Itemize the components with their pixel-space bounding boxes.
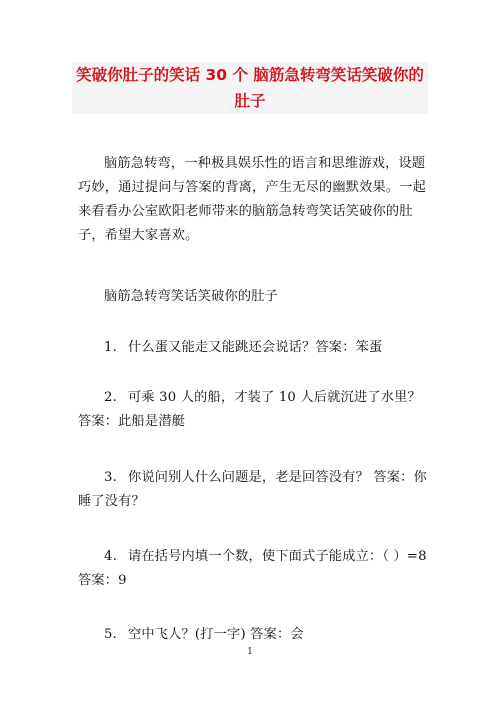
list-item	[78, 336, 428, 360]
item-number: 4.	[104, 549, 117, 564]
item-text: 请在括号内填一个数，使下面式子能成立：（ ）=8 答案：9	[78, 549, 427, 588]
item-text: 你说问别人什么问题是，老是回答没有？ 答案：你睡了没有？	[78, 470, 427, 509]
list-item	[78, 386, 428, 434]
item-text: 空中飞人？(打一字) 答案：会	[128, 627, 304, 642]
item-number: 5.	[104, 627, 117, 642]
list-item	[78, 623, 428, 647]
item-number: 2.	[104, 390, 117, 405]
item-text: 什么蛋又能走又能跳还会说话？答案：笨蛋	[128, 340, 383, 355]
section-subheading: 脑筋急转弯笑话笑破你的肚子	[104, 289, 279, 304]
list-item	[78, 545, 428, 593]
item-text: 可乘 30 人的船，才装了 10 人后就沉进了水里？ 答案：此船是潜艇	[78, 390, 421, 429]
page-number: 1	[247, 647, 253, 657]
item-number: 1.	[104, 340, 117, 355]
intro-paragraph: 脑筋急转弯，一种极具娱乐性的语言和思维游戏，设题巧妙，通过提问与答案的背离，产生无尽的幽默效果。一起来看看办公室欧阳老师带来的脑筋急转弯笑话笑破你的肚子，希望大家喜欢。	[78, 156, 427, 243]
item-number: 3.	[104, 470, 117, 485]
document-title: 笑破你肚子的笑话 30 个 脑筋急转弯笑话笑破你的肚子	[72, 62, 428, 114]
list-item	[78, 466, 428, 514]
